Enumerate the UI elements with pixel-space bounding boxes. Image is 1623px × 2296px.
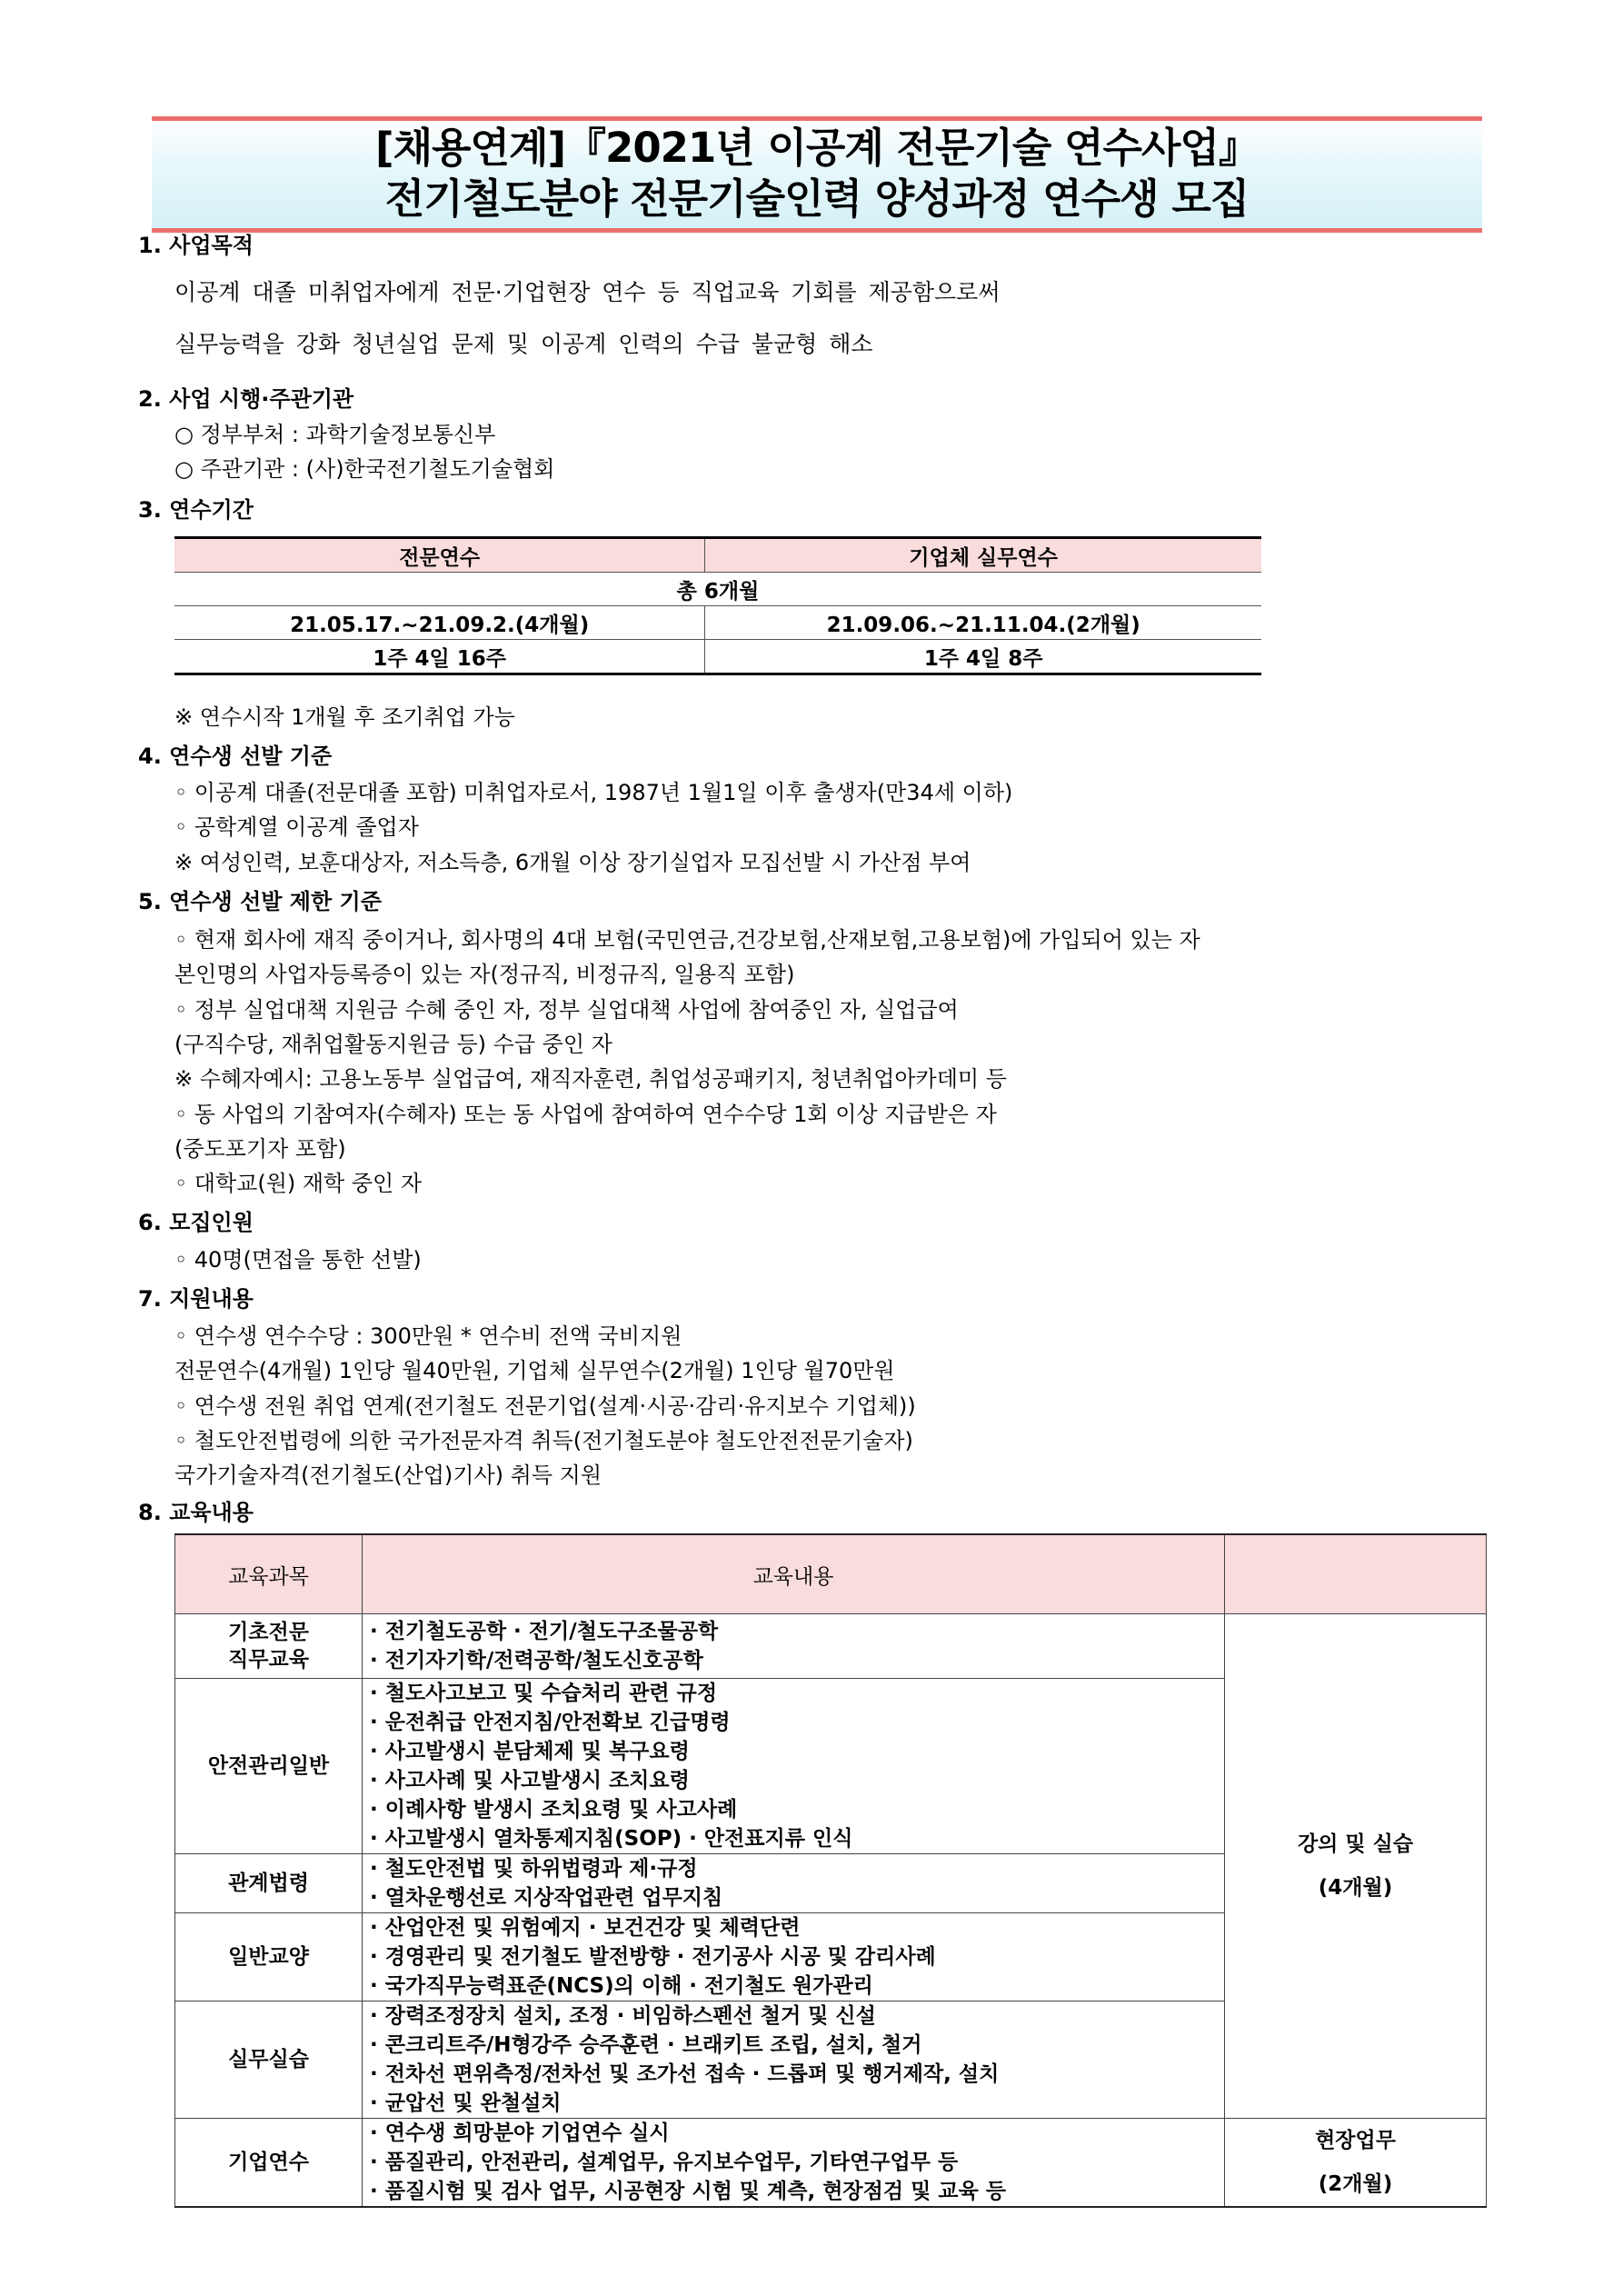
section-7-line-4: ◦ 철도안전법령에 의한 국가전문자격 취득(전기철도분야 철도안전전문기술자) (174, 1428, 913, 1453)
section-6-line-1: ◦ 40명(면접을 통한 선발) (174, 1247, 422, 1273)
curriculum-item: · 품질시험 및 검사 업무, 시공현장 시험 및 계측, 현장점검 및 교육 등 (370, 2180, 1006, 2203)
period-col-professional: 전문연수 (174, 538, 705, 573)
section-7-line-3: ◦ 연수생 전원 취업 연계(전기철도 전문기업(설계·시공·감리·유지보수 기업체)) (174, 1393, 916, 1419)
curriculum-item: · 전기자기학/전력공학/철도신호공학 (370, 1649, 703, 1672)
section-5-line-3: ◦ 정부 실업대책 지원금 수혜 중인 자, 정부 실업대책 사업에 참여중인 자, 실업급여 (174, 997, 959, 1023)
section-2-heading: 2. 사업 시행·주관기관 (138, 386, 354, 412)
period-dates-company: 21.09.06.~21.11.04.(2개월) (705, 606, 1261, 640)
curriculum-item: · 연수생 희망분야 기업연수 실시 (370, 2121, 670, 2145)
method-lecture-line-1: 강의 및 실습 (1297, 1832, 1414, 1856)
curriculum-content (363, 1679, 1225, 1854)
curriculum-item: · 운전취급 안전지침/안전확보 긴급명령 (370, 1711, 731, 1734)
period-col-company: 기업체 실무연수 (705, 538, 1261, 573)
section-4-line-2: ◦ 공학계열 이공계 졸업자 (174, 814, 419, 840)
title-line-2: 전기철도분야 전문기술인력 양성과정 연수생 모집 (384, 175, 1250, 223)
section-5-line-5: ※ 수혜자예시: 고용노동부 실업급여, 재직자훈련, 취업성공패키지, 청년취업아카데미 등 (174, 1066, 1007, 1092)
curriculum-category: 기초전문 직무교육 (175, 1614, 363, 1679)
curriculum-item: · 사고사례 및 사고발생시 조치요령 (370, 1769, 690, 1792)
curriculum-item: · 철도사고보고 및 수습처리 관련 규정 (370, 1682, 718, 1705)
section-2-line-1: ○ 정부부처 : 과학기술정보통신부 (174, 422, 496, 447)
curriculum-item: · 전기철도공학 · 전기/철도구조물공학 (370, 1620, 719, 1643)
curriculum-content (363, 1854, 1225, 1913)
curriculum-item: · 이례사항 발생시 조치요령 및 사고사례 (370, 1798, 738, 1822)
training-period-table (174, 536, 1261, 675)
curriculum-item: · 열차운행선로 지상작업관련 업무지침 (370, 1886, 723, 1910)
section-1-heading: 1. 사업목적 (138, 233, 254, 258)
curriculum-content (363, 2119, 1225, 2208)
title-line-1: [채용연계]『2021년 이공계 전문기술 연수사업』 (375, 124, 1259, 172)
curriculum-content (363, 1913, 1225, 2002)
curriculum-table (174, 1533, 1487, 2208)
section-5-line-4: (구직수당, 재취업활동지원금 등) 수급 중인 자 (174, 1032, 612, 1057)
curriculum-col-content: 교육내용 (363, 1534, 1225, 1614)
section-1-line-1: 이공계 대졸 미취업자에게 전문·기업현장 연수 등 직업교육 기회를 제공함으로써 (174, 279, 1001, 305)
curriculum-item: · 국가직무능력표준(NCS)의 이해 · 전기철도 원가관리 (370, 1974, 873, 1998)
curriculum-row-company (175, 2119, 1487, 2208)
curriculum-item: · 사고발생시 분담체제 및 복구요령 (370, 1740, 690, 1763)
section-7-line-1: ◦ 연수생 연수수당 : 300만원 * 연수비 전액 국비지원 (174, 1323, 682, 1349)
section-3-note: ※ 연수시작 1개월 후 조기취업 가능 (174, 704, 515, 730)
curriculum-item: · 철도안전법 및 하위법령과 제·규정 (370, 1857, 698, 1881)
title-banner (152, 116, 1482, 233)
section-3-heading: 3. 연수기간 (138, 497, 254, 523)
method-field-line-1: 현장업무 (1315, 2129, 1396, 2152)
curriculum-item: · 품질관리, 안전관리, 설계업무, 유지보수업무, 기타연구업무 등 (370, 2151, 959, 2174)
section-8-heading: 8. 교육내용 (138, 1500, 254, 1525)
section-5-line-6: ◦ 동 사업의 기참여자(수혜자) 또는 동 사업에 참여하여 연수수당 1회 이상 지급받은 자 (174, 1102, 997, 1127)
section-5-line-1: ◦ 현재 회사에 재직 중이거나, 회사명의 4대 보험(국민연금,건강보험,산재보험,고용보험)에 가입되어 있는 자 (174, 927, 1200, 953)
curriculum-col-subject: 교육과목 (175, 1534, 363, 1614)
section-1-line-2: 실무능력을 강화 청년실업 문제 및 이공계 인력의 수급 불균형 해소 (174, 331, 873, 357)
curriculum-item: · 산업안전 및 위험예지 · 보건건강 및 체력단련 (370, 1916, 801, 1940)
period-dates-professional: 21.05.17.~21.09.2.(4개월) (174, 606, 705, 640)
method-field-line-2: (2개월) (1318, 2172, 1393, 2196)
section-5-line-7: (중도포기자 포함) (174, 1136, 346, 1162)
curriculum-row-basic (175, 1614, 1487, 1679)
section-4-heading: 4. 연수생 선발 기준 (138, 744, 333, 769)
curriculum-item: · 전차선 편위측정/전차선 및 조가선 접속 · 드롭퍼 및 행거제작, 설치 (370, 2062, 1000, 2086)
curriculum-item: · 사고발생시 열차통제지침(SOP) · 안전표지류 인식 (370, 1827, 853, 1851)
section-5-line-8: ◦ 대학교(원) 재학 중인 자 (174, 1171, 423, 1196)
curriculum-category: 실무실습 (175, 2002, 363, 2119)
curriculum-method-field (1225, 2119, 1487, 2208)
section-7-line-5: 국가기술자격(전기철도(산업)기사) 취득 지원 (174, 1462, 602, 1488)
method-lecture-line-2: (4개월) (1318, 1876, 1393, 1900)
section-2-line-2: ○ 주관기관 : (사)한국전기철도기술협회 (174, 456, 555, 482)
curriculum-category: 안전관리일반 (175, 1679, 363, 1854)
curriculum-content (363, 2002, 1225, 2119)
section-7-heading: 7. 지원내용 (138, 1286, 254, 1312)
section-5-line-2: 본인명의 사업자등록증이 있는 자(정규직, 비정규직, 일용직 포함) (174, 962, 795, 987)
curriculum-category: 기업연수 (175, 2119, 363, 2208)
curriculum-item: · 장력조정장치 설치, 조정 · 비임하스펜선 철거 및 신설 (370, 2004, 876, 2028)
period-total: 총 6개월 (174, 573, 1261, 606)
curriculum-content (363, 1614, 1225, 1679)
curriculum-col-method (1225, 1534, 1487, 1614)
section-4-line-3: ※ 여성인력, 보훈대상자, 저소득층, 6개월 이상 장기실업자 모집선발 시 가산점 부여 (174, 850, 971, 875)
period-schedule-professional: 1주 4일 16주 (174, 640, 705, 674)
curriculum-item: · 콘크리트주/H형강주 승주훈련 · 브래키트 조립, 설치, 철거 (370, 2033, 922, 2057)
section-7-line-2: 전문연수(4개월) 1인당 월40만원, 기업체 실무연수(2개월) 1인당 월70만원 (174, 1358, 895, 1383)
curriculum-method-lecture (1225, 1614, 1487, 2119)
curriculum-item: · 경영관리 및 전기철도 발전방향 · 전기공사 시공 및 감리사례 (370, 1945, 936, 1969)
curriculum-category: 관계법령 (175, 1854, 363, 1913)
period-schedule-company: 1주 4일 8주 (705, 640, 1261, 674)
section-5-heading: 5. 연수생 선발 제한 기준 (138, 889, 382, 914)
curriculum-item: · 균압선 및 완철설치 (370, 2091, 562, 2115)
section-4-line-1: ◦ 이공계 대졸(전문대졸 포함) 미취업자로서, 1987년 1월1일 이후 출생자(만34세 이하) (174, 780, 1013, 805)
curriculum-category: 일반교양 (175, 1913, 363, 2002)
section-6-heading: 6. 모집인원 (138, 1210, 254, 1235)
